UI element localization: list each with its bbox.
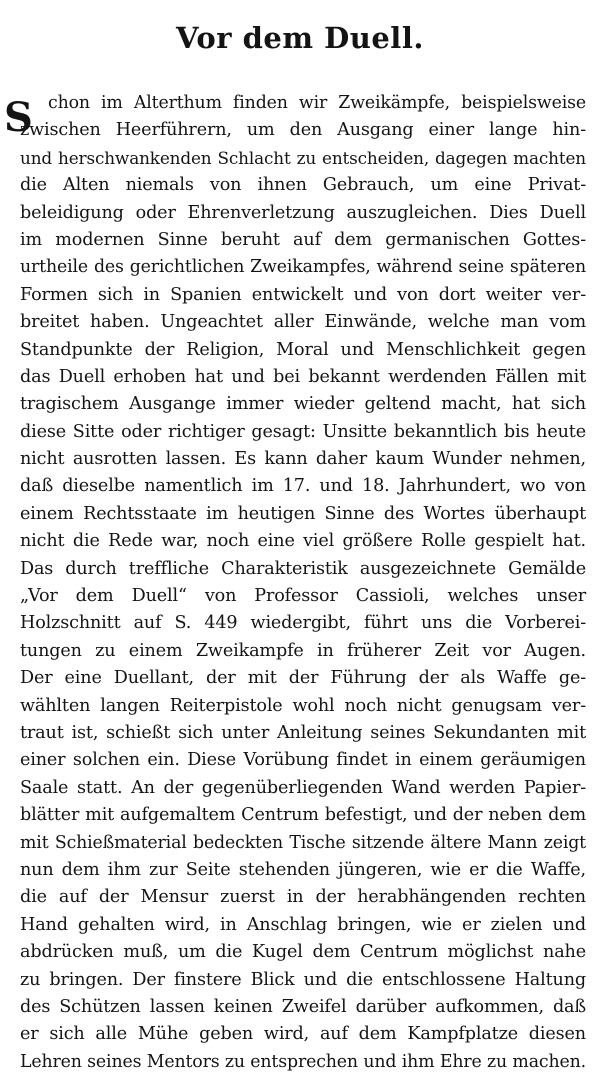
text-line: „Vor dem Duell“ von Professor Cassioli, welches unser [20,586,586,607]
text-line: die auf der Mensur zuerst in der herabhängenden rechten [20,887,586,908]
text-line: nicht ausrotten lassen. Es kann daher kaum Wunder nehmen, [20,449,586,470]
drop-cap: S [4,94,33,141]
text-line: beleidigung oder Ehrenverletzung auszugleichen. Dies Duell [20,202,586,223]
text-line: wählten langen Reiterpistole wohl noch nicht genugsam ver- [20,695,586,716]
text-line: die Alten niemals von ihnen Gebrauch, um eine Privat- [20,175,586,196]
text-line: breitet haben. Ungeachtet aller Einwände, welche man vom [20,312,586,333]
text-line: er sich alle Mühe geben wird, auf dem Kampfplatze diesen [20,1024,586,1045]
text-line: mit Schießmaterial bedeckten Tische sitzende ältere Mann zeigt [20,832,586,853]
text-line: das Duell erhoben hat und bei bekannt werdenden Fällen mit [20,366,586,387]
text-line: Hand gehalten wird, in Anschlag bringen, wie er zielen und [20,914,586,935]
text-line: blätter mit aufgemaltem Centrum befestigt, und der neben dem [20,805,586,826]
text-line: Das durch treffliche Charakteristik ausgezeichnete Gemälde [20,558,586,579]
text-line: daß dieselbe namentlich im 17. und 18. Jahrhundert, wo von [20,476,586,497]
text-line: Holzschnitt auf S. 449 wiedergibt, führt uns die Vorberei- [20,613,586,634]
text-line: urtheile des gerichtlichen Zweikampfes, während seine späteren [20,257,586,278]
text-line: zwischen Heerführern, um den Ausgang einer lange hin- [20,120,586,141]
text-line: Formen sich in Spanien entwickelt und von dort weiter ver- [20,284,586,305]
text-line: und herschwankenden Schlacht zu entscheiden, dagegen machten [20,147,586,168]
text-line: Saale statt. An der gegenüberliegenden Wand werden Papier- [20,777,586,798]
text-line: des Schützen lassen keinen Zweifel darüber aufkommen, daß [20,996,586,1017]
text-line: tragischem Ausgange immer wieder geltend macht, hat sich [20,394,586,415]
text-line: Lehren seines Mentors zu entsprechen und ihm Ehre zu machen. [20,1051,586,1072]
text-line: traut ist, schießt sich unter Anleitung seines Sekundanten mit [20,722,586,743]
article-title: Vor dem Duell. [176,21,424,55]
text-line: einer solchen ein. Diese Vorübung findet in einem geräumigen [20,750,586,771]
text-line: diese Sitte oder richtiger gesagt: Unsitte bekanntlich bis heute [20,421,586,442]
text-line: abdrücken muß, um die Kugel dem Centrum möglichst nahe [20,942,586,963]
text-line: nun dem ihm zur Seite stehenden jüngeren, wie er die Waffe, [20,859,586,880]
article-body [20,90,586,1076]
text-line: zu bringen. Der finstere Blick und die entschlossene Haltung [20,969,586,990]
text-line: einem Rechtsstaate im heutigen Sinne des Wortes überhaupt [20,503,586,524]
text-line: im modernen Sinne beruht auf dem germanischen Gottes- [20,229,586,250]
text-line: chon im Alterthum finden wir Zweikämpfe, beispielsweise [48,93,586,113]
text-line: nicht die Rede war, noch eine viel größere Rolle gespielt hat. [20,531,586,552]
text-line: Der eine Duellant, der mit der Führung der als Waffe ge- [20,668,586,689]
text-line: tungen zu einem Zweikampfe in früherer Zeit vor Augen. [20,640,586,661]
text-line: Standpunkte der Religion, Moral und Menschlichkeit gegen [20,339,586,360]
